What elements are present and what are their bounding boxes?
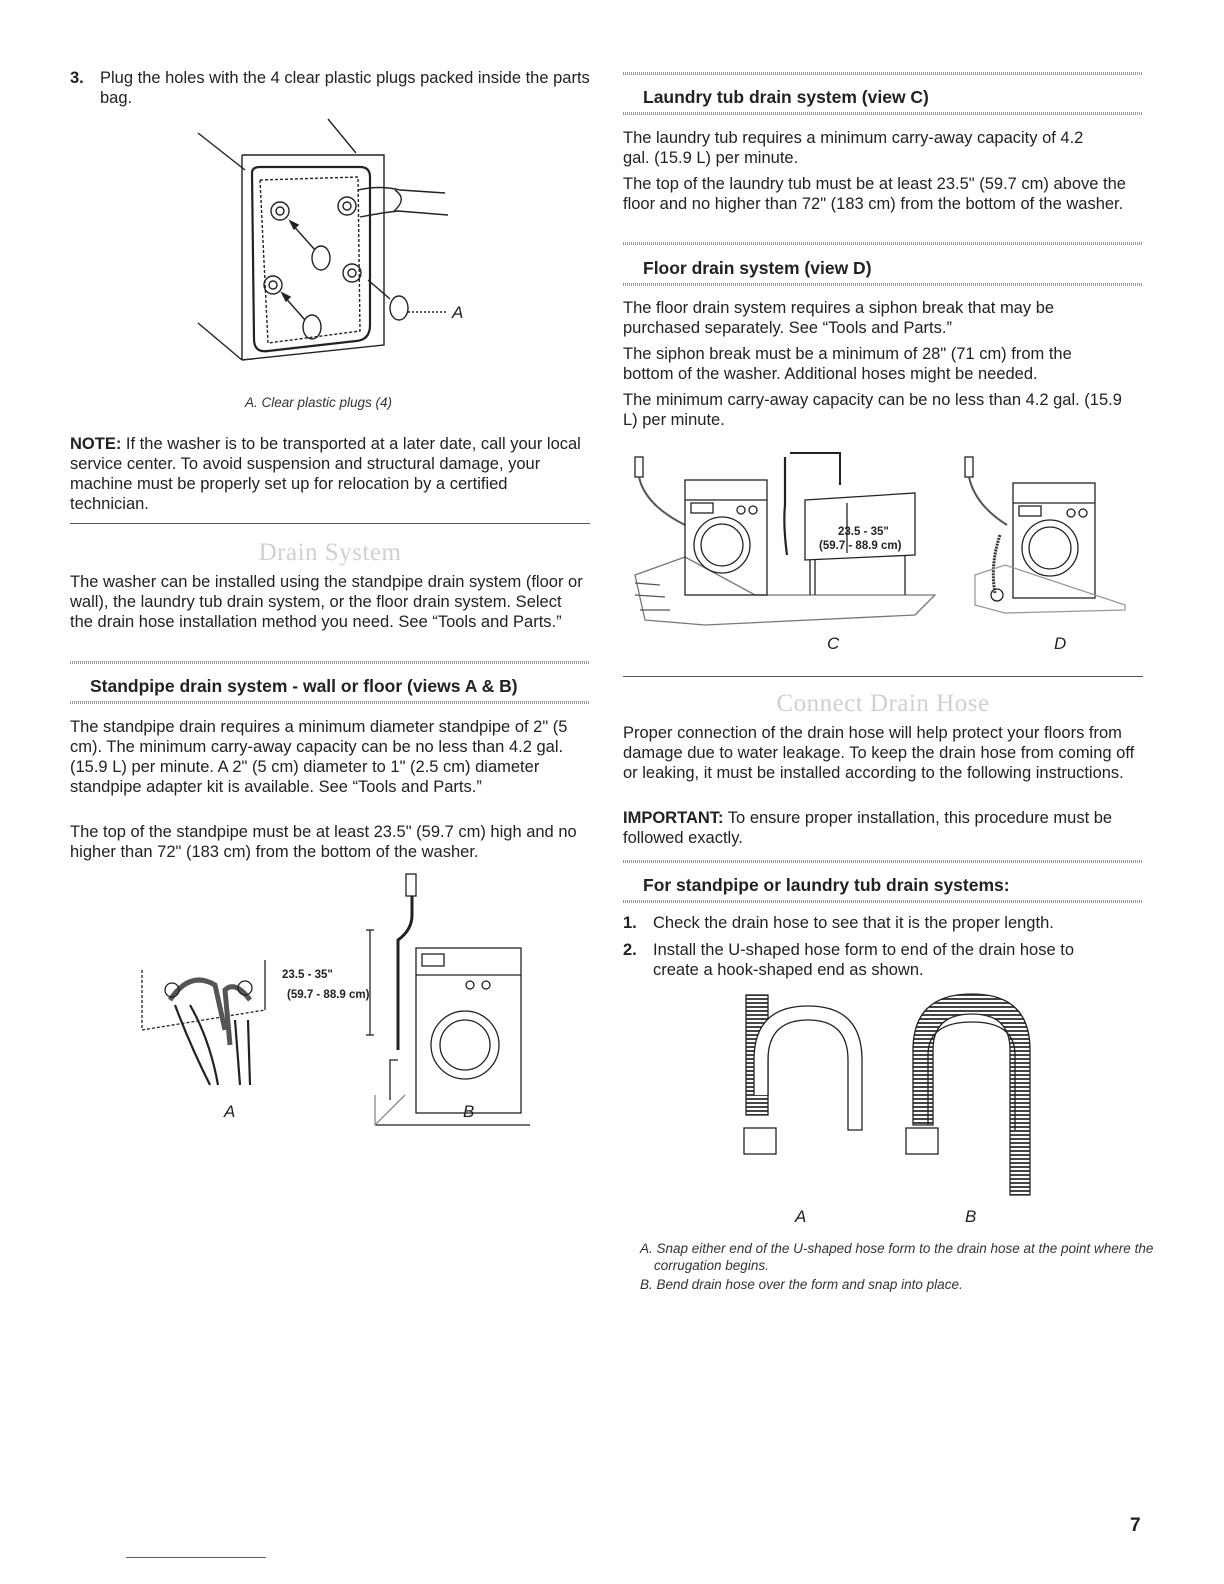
step-text: Plug the holes with the 4 clear plastic plugs packed inside the parts bag. [100,69,590,107]
important-text: To ensure proper installation, this procedure must be followed exactly. [623,809,1113,847]
view-label-d: D [1054,634,1067,653]
section-divider [623,676,1143,677]
figure-tub-and-floor-drain [625,445,1145,635]
hose-label-a: A [795,1207,807,1226]
dimension-cm: (59.7 - 88.9 cm) [287,989,370,1001]
note-label: NOTE: [70,435,122,453]
callout-a: A [452,303,464,322]
floor-paragraph-2: The siphon break must be a minimum of 28" (71 cm) from the bottom of the washer. Additional hoses might be needed. [623,345,1072,383]
floor-paragraph-3: The minimum carry-away capacity can be no less than 4.2 gal. (15.9 L) per minute. [623,391,1122,429]
hose-label-b: B [965,1207,977,1226]
view-label-b: B [463,1102,475,1121]
dotted-rule [70,661,590,664]
floor-paragraph-1: The floor drain system requires a siphon break that may be purchased separately. See “Tools and Parts.” [623,299,1055,337]
important-paragraph [623,808,1138,848]
important-label: IMPORTANT: [623,809,724,827]
drain-intro: The washer can be installed using the standpipe drain system (floor or wall), the laundry tub drain system, or the floor drain system. Select the drain hose installation method you need. See “Tools and Parts.” [70,573,583,631]
standpipe-paragraph-2: The top of the standpipe must be at least 23.5" (59.7 cm) high and no higher than 72" (183 cm) from the bottom of the washer. [70,823,577,861]
section-title-drain-system: Drain System [258,539,402,566]
dotted-rule [623,900,1143,903]
laundry-tub-heading: Laundry tub drain system (view C) [643,87,929,107]
dotted-rule [70,701,590,704]
floor-drain-heading: Floor drain system (view D) [643,258,872,278]
connect-paragraph: Proper connection of the drain hose will help protect your floors from damage due to water leakage. To keep the drain hose from coming off or leaking, it must be installed according to the following instructions. [623,724,1135,782]
note-text: If the washer is to be transported at a later date, call your local service center. To avoid suspension and structural damage, your machine must be properly set up for relocation by a certified technician. [70,435,581,513]
standpipe-heading: Standpipe drain system - wall or floor (views A & B) [90,676,518,696]
step-text: Install the U-shaped hose form to end of the drain hose to create a hook-shaped end as shown. [653,941,1075,979]
figure-caption: A. Clear plastic plugs (4) [245,395,393,410]
view-label-a: A [224,1102,236,1121]
figure-hose-forms [730,990,1050,1205]
dimension-inches: 23.5 - 35" [282,969,333,981]
figure-standpipe [130,870,550,1130]
dotted-rule [623,283,1143,286]
note-paragraph [70,434,590,514]
dotted-rule [623,242,1143,245]
step-number: 3. [70,69,84,87]
page-number: 7 [1130,1515,1141,1536]
dimension-inches: 23.5 - 35" [838,526,889,538]
section-title-connect-drain-hose: Connect Drain Hose [776,690,990,717]
tub-paragraph-2: The top of the laundry tub must be at least 23.5" (59.7 cm) above the floor and no higher than 72" (183 cm) from the bottom of the washer. [623,175,1126,213]
footer-line [126,1557,266,1558]
view-label-c: C [827,634,840,653]
dimension-cm: (59.7 - 88.9 cm) [819,540,902,552]
step-text: Check the drain hose to see that it is the proper length. [653,914,1054,932]
dotted-rule [623,112,1143,115]
dotted-rule [623,860,1143,863]
step-number: 2. [623,941,637,959]
standpipe-paragraph-1: The standpipe drain requires a minimum diameter standpipe of 2" (5 cm). The minimum carry-away capacity can be no less than 4.2 gal. (15.9 L) per minute. A 2" (5 cm) diameter to 1" (2.5 cm) diameter standpipe adapter kit is available. See “Tools and Parts.” [70,718,568,796]
step-number: 1. [623,914,637,932]
caption-b: B. Bend drain hose over the form and snap into place. [640,1277,963,1292]
figure-plastic-plugs [190,115,480,380]
tub-paragraph-1: The laundry tub requires a minimum carry-away capacity of 4.2 gal. (15.9 L) per minute. [623,129,1084,167]
systems-heading: For standpipe or laundry tub drain systems: [643,875,1010,895]
caption-a: A. Snap either end of the U-shaped hose form to the drain hose at the point where the corrugation begins. [640,1241,1154,1273]
dotted-rule [623,72,1143,75]
section-divider [70,523,590,524]
